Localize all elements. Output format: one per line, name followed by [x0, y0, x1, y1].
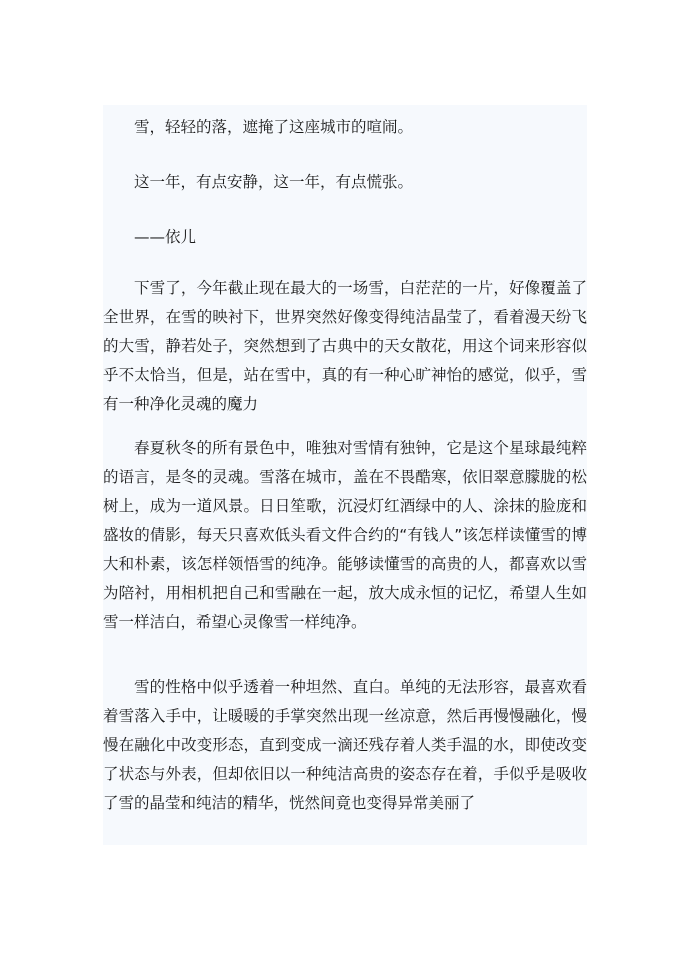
paragraph-seasons: 春夏秋冬的所有景色中，唯独对雪情有独钟，它是这个星球最纯粹的语言，是冬的灵魂。雪落在城市，盖在不畏酷寒，依旧翠意朦胧的松树上，成为一道风景。日日笙歌，沉浸灯红酒绿中的人、涂抹的脸庞和盛妆的倩影，每天只喜欢低头看文件合约的“有钱人”该怎样读懂雪的博大和朴素，该怎样领悟雪的纯净。能够读懂雪的高贵的人，都喜欢以雪为陪衬，用相机把自己和雪融在一起，放大成永恒的记忆，希望人生如雪一样洁白，希望心灵像雪一样纯净。 — [103, 439, 587, 631]
paragraph-snowfall: 下雪了，今年截止现在最大的一场雪，白茫茫的一片，好像覆盖了全世界，在雪的映衬下，世界突然好像变得纯洁晶莹了，看着漫天纷飞的大雪，静若处子，突然想到了古典中的天女散花，用这个词来形容似乎不太恰当，但是，站在雪中，真的有一种心旷神怡的感觉，似乎，雪有一种净化灵魂的魔力 — [103, 279, 587, 413]
second-line: 这一年，有点安静，这一年，有点慌张。 — [134, 173, 414, 191]
opening-line: 雪，轻轻的落，遮掩了这座城市的喧闹。 — [134, 118, 414, 136]
author-signature: ——依儿 — [134, 228, 197, 246]
paragraph-snow-character: 雪的性格中似乎透着一种坦然、直白。单纯的无法形容，最喜欢看着雪落入手中，让暖暖的手掌突然出现一丝凉意，然后再慢慢融化，慢慢在融化中改变形态，直到变成一滴还残存着人类手温的水，即使改变了状态与外表，但却依旧以一种纯洁高贵的姿态存在着，手似乎是吸收了雪的晶莹和纯洁的精华，恍然间竟也变得异常美丽了 — [103, 678, 587, 812]
article-body — [103, 105, 587, 845]
